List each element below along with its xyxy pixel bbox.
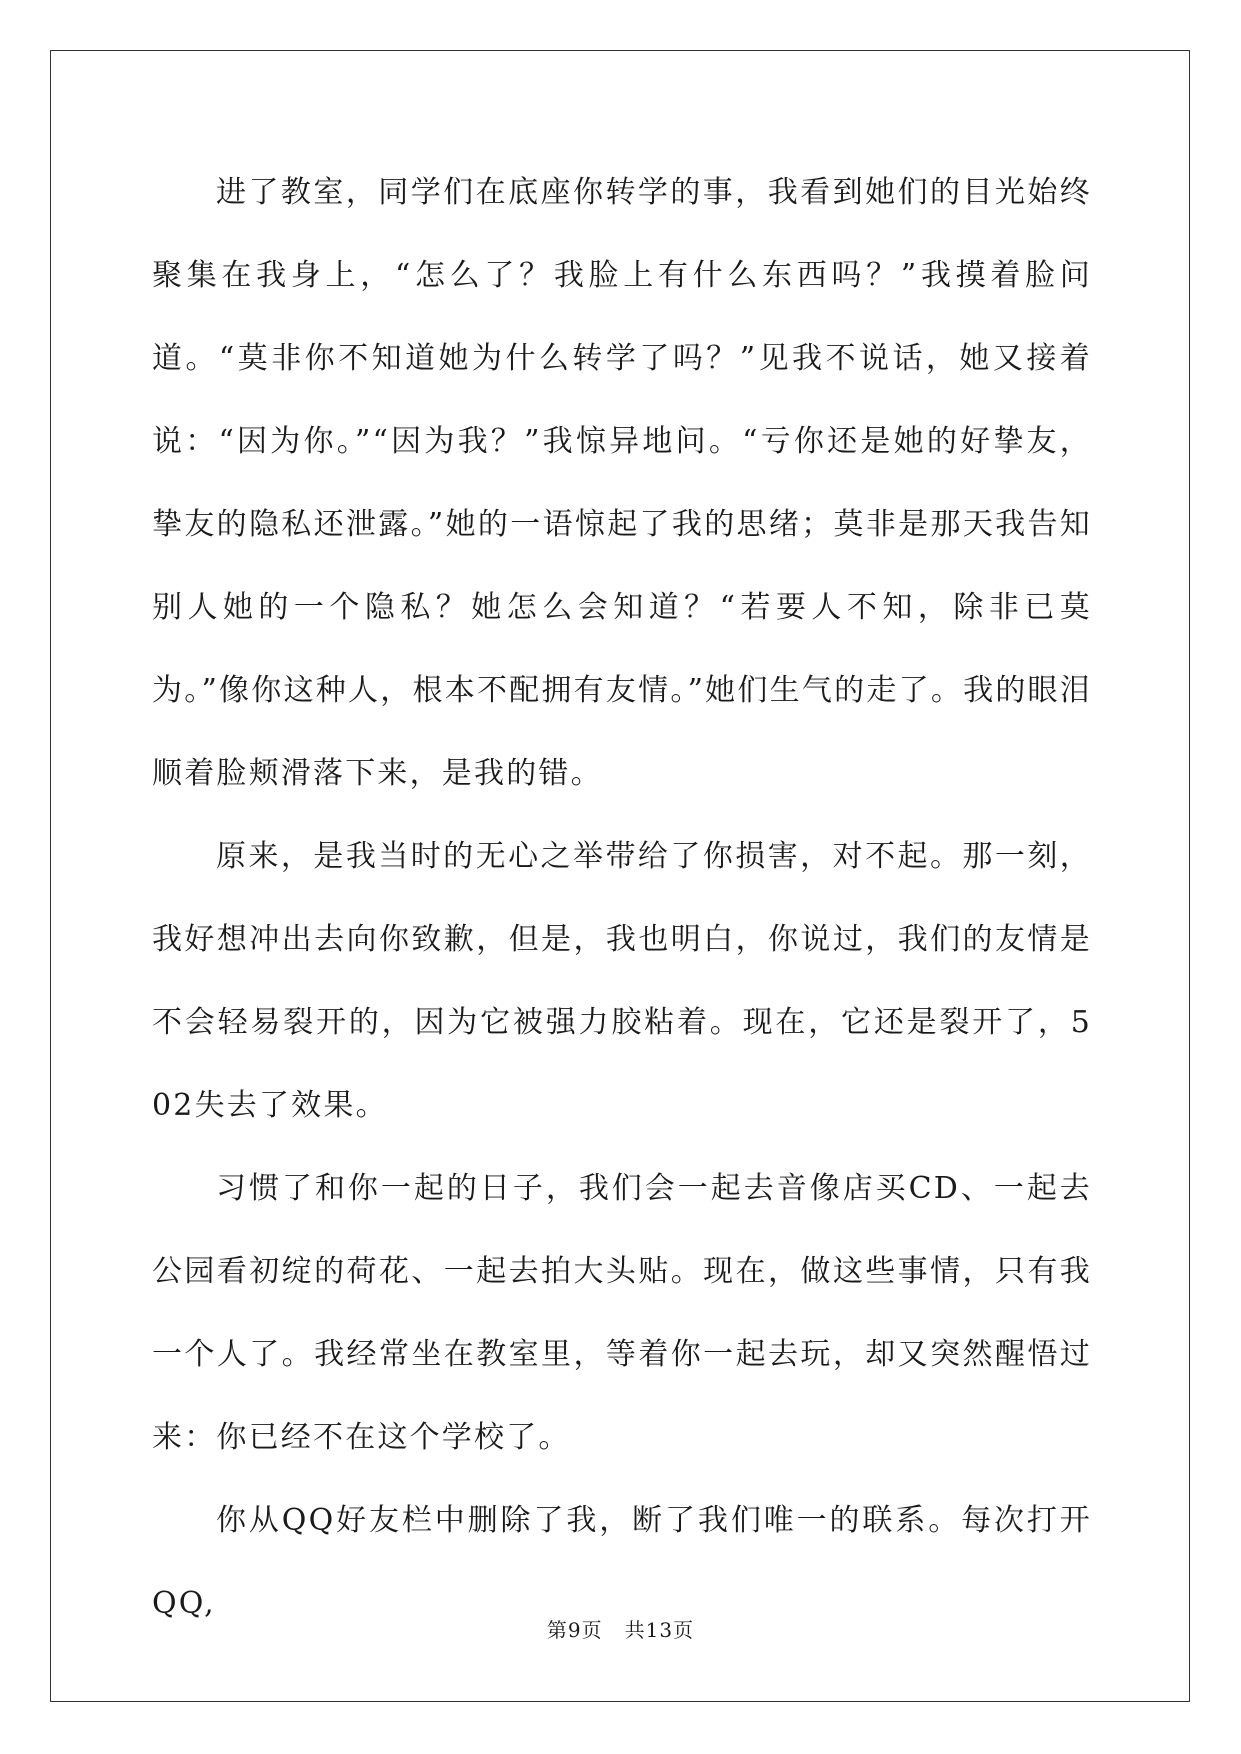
page-number: 第9页 (546, 1618, 603, 1642)
paragraph-2: 原来，是我当时的无心之举带给了你损害，对不起。那一刻，我好想冲出去向你致歉，但是，我也明白，你说过，我们的友情是不会轻易裂开的，因为它被强力胶粘着。现在，它还是裂开了，502失去了效果。 (152, 839, 1092, 1123)
page-footer (0, 1614, 1241, 1643)
paragraph-3: 习惯了和你一起的日子，我们会一起去音像店买CD、一起去公园看初绽的荷花、一起去拍大头贴。现在，做这些事情，只有我一个人了。我经常坐在教室里，等着你一起去玩，却又突然醒悟过来：你已经不在这个学校了。 (152, 1171, 1092, 1455)
document-body (152, 151, 1092, 1645)
total-pages: 共13页 (624, 1618, 695, 1642)
paragraph-1: 进了教室，同学们在底座你转学的事，我看到她们的目光始终聚集在我身上，“怎么了？我脸上有什么东西吗？”我摸着脸问道。“莫非你不知道她为什么转学了吗？”见我不说话，她又接着说：“因为你。”“因为我？”我惊异地问。“亏你还是她的好挚友，挚友的隐私还泄露。”她的一语惊起了我的思绪；莫非是那天我告知别人她的一个隐私？她怎么会知道？“若要人不知，除非已莫为。”像你这种人，根本不配拥有友情。”她们生气的走了。我的眼泪顺着脸颊滑落下来，是我的错。 (152, 175, 1092, 791)
paragraph-4: 你从QQ好友栏中删除了我，断了我们唯一的联系。每次打开QQ, (152, 1503, 1092, 1621)
